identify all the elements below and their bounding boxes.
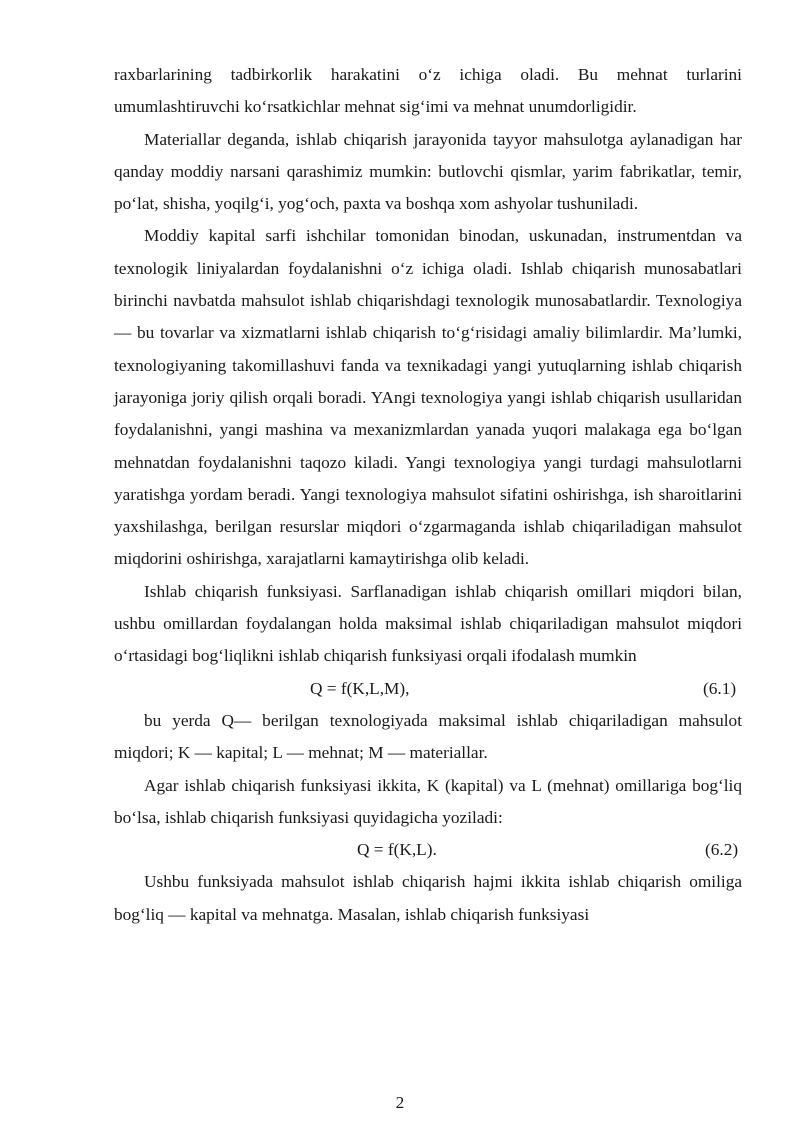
formula-number: (6.1): [703, 678, 737, 698]
paragraph: bu yerda Q— berilgan texnologiyada maksimal ishlab chiqariladigan mahsulot miqdori; K — kapital; L — mehnat; M — materiallar.: [114, 710, 742, 763]
formula-expression: Q = f(K,L).: [357, 840, 437, 860]
paragraph: Materiallar deganda, ishlab chiqarish jarayonida tayyor mahsulotga aylanadigan har qanday moddiy narsani qarashimiz mumkin: butlovchi qismlar, yarim fabrikatlar, temir, po‘lat, shisha, yoqilg‘i, yog‘och, paxta va boshqa xom ashyolar tushuniladi.: [114, 129, 742, 214]
page-number: 2: [395, 1093, 405, 1112]
paragraph: Moddiy kapital sarfi ishchilar tomonidan binodan, uskunadan, instrumentdan va texnologik liniyalardan foydalanishni o‘z ichiga oladi. Ishlab chiqarish munosabatlari birinchi navbatda mahsulot ishlab chiqarishdagi texnologik munosabatlardir. Texnologiya — bu tovarlar va xizmatlarni ishlab chiqarish to‘g‘risidagi amaliy bilimlardir. Ma’lumki, texnologiyaning takomillashuvi fanda va texnikadagi yangi yutuqlarning ishlab chiqarish jarayoniga joriy qilish orqali boradi. YAngi texnologiya yangi ishlab chiqarish usullaridan foydalanishni, yangi mashina va mexanizmlardan yanada yuqori malakaga ega bo‘lgan mehnatdan foydalanishni taqozo kiladi. Yangi texnologiya yangi turdagi mahsulotlarni yaratishga yordam beradi. Yangi texnologiya mahsulot sifatini oshirishga, ish sharoitlarini yaxshilashga, berilgan resurslar miqdori o‘zgarmaganda ishlab chiqariladigan mahsulot miqdorini oshirishga, xarajatlarni kamaytirishga olib keladi.: [114, 226, 742, 569]
formula-expression: Q = f(K,L,M),: [310, 678, 410, 698]
formula-6-2: [114, 834, 742, 866]
paragraph: raxbarlarining tadbirkorlik harakatini o‘z ichiga oladi. Bu mehnat turlarini umumlashtiruvchi ko‘rsatkichlar mehnat sig‘imi va mehnat unumdorligidir.: [114, 65, 742, 117]
paragraph: Ishlab chiqarish funksiyasi. Sarflanadigan ishlab chiqarish omillari miqdori bilan, ushbu omillardan foydalangan holda maksimal ishlab chiqariladigan mahsulot miqdori o‘rtasidagi bog‘liqlikni ishlab chiqarish funksiyasi orqali ifodalash mumkin: [114, 581, 742, 666]
formula-number: (6.2): [705, 840, 739, 860]
formula-6-1: [114, 673, 742, 705]
paragraph: Ushbu funksiyada mahsulot ishlab chiqarish hajmi ikkita ishlab chiqarish omiliga bog‘liq — kapital va mehnatga. Masalan, ishlab chiqarish funksiyasi: [114, 872, 742, 924]
paragraph: Agar ishlab chiqarish funksiyasi ikkita, K (kapital) va L (mehnat) omillariga bog‘liq bo‘lsa, ishlab chiqarish funksiyasi quyidagicha yoziladi:: [114, 775, 742, 827]
document-page: [114, 59, 742, 931]
